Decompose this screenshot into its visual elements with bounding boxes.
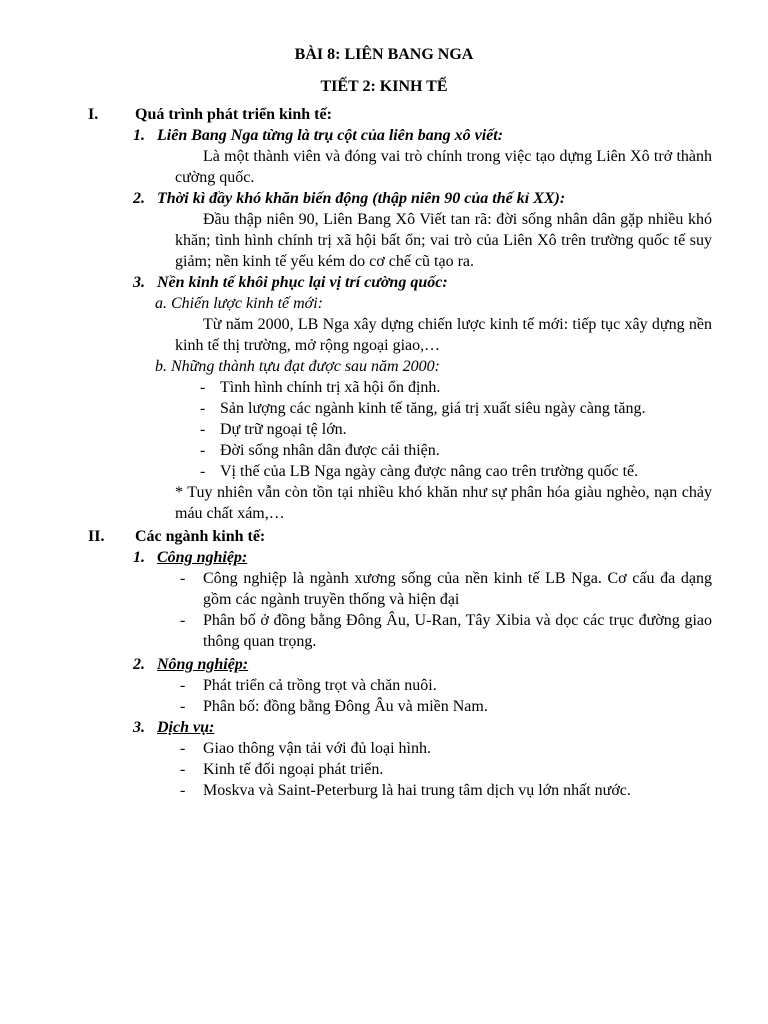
list-item <box>0 610 768 652</box>
bullet-dash: - <box>180 782 186 799</box>
subheading-a-text: a. Chiến lược kinh tế mới: <box>155 295 323 312</box>
list-item <box>0 419 768 440</box>
item-1-1-title: Liên Bang Nga từng là trụ cột của liên bang xô viết: <box>157 127 504 144</box>
list-item-text: Kinh tế đối ngoại phát triển. <box>203 761 384 778</box>
item-2-1-number: 1. <box>133 549 145 566</box>
list-item-text: Vị thế của LB Nga ngày càng được nâng cao trên trường quốc tế. <box>220 463 639 480</box>
bullet-dash: - <box>200 463 206 480</box>
list-item-text: Sản lượng các ngành kinh tế tăng, giá trị xuất siêu ngày càng tăng. <box>220 400 646 417</box>
item-1-2-heading <box>0 188 768 209</box>
section-2-number: II. <box>88 528 105 545</box>
list-item-text: Dự trữ ngoại tệ lớn. <box>220 421 347 438</box>
list-item <box>0 461 768 482</box>
lesson-title: BÀI 8: LIÊN BANG NGA <box>294 46 474 63</box>
section-1-heading <box>0 104 768 125</box>
list-item-text: Phát triển cả trồng trọt và chăn nuôi. <box>203 677 437 694</box>
bullet-dash: - <box>180 570 186 587</box>
list-item <box>0 398 768 419</box>
subheading-a <box>0 293 768 314</box>
item-1-3-heading <box>0 272 768 293</box>
item-2-3-title: Dịch vụ: <box>157 719 215 736</box>
bullet-dash: - <box>180 677 186 694</box>
subheading-b-text: b. Những thành tựu đạt được sau năm 2000: <box>155 358 440 375</box>
item-2-3-heading <box>0 717 768 738</box>
section-2-title: Các ngành kinh tế: <box>135 528 266 545</box>
bullet-dash: - <box>180 761 186 778</box>
note-paragraph: * Tuy nhiên vẫn còn tồn tại nhiều khó khăn như sự phân hóa giàu nghèo, nạn chảy máu chất xám,… <box>175 484 712 522</box>
item-1-2-title: Thời kì đầy khó khăn biến động (thập niên 90 của thế kỉ XX): <box>157 190 566 207</box>
subheading-a-paragraph: Từ năm 2000, LB Nga xây dựng chiến lược kinh tế mới: tiếp tục xây dựng nền kinh tế thị trường, mở rộng ngoại giao,… <box>175 316 712 354</box>
item-1-2-number: 2. <box>133 190 145 207</box>
bullet-dash: - <box>180 740 186 757</box>
bullet-dash: - <box>180 698 186 715</box>
section-2-heading <box>0 526 768 547</box>
bullet-dash: - <box>200 400 206 417</box>
list-item-text: Tình hình chính trị xã hội ổn định. <box>220 379 441 396</box>
list-item-text: Đời sống nhân dân được cải thiện. <box>220 442 440 459</box>
item-1-2-paragraph: Đầu thập niên 90, Liên Bang Xô Viết tan rã: đời sống nhân dân gặp nhiều khó khăn; tình hình chính trị xã hội bất ổn; vai trò của Liên Xô trên trường quốc tế suy giảm; nền kinh tế yếu kém do cơ chế cũ tạo ra. <box>175 211 712 270</box>
list-item-text: Phân bố ở đồng bằng Đông Âu, U-Ran, Tây Xibia và dọc các trục đường giao thông quan trọng. <box>203 612 712 650</box>
item-1-3-title: Nền kinh tế khôi phục lại vị trí cường quốc: <box>157 274 448 291</box>
item-2-2-number: 2. <box>133 656 145 673</box>
list-item <box>0 675 768 696</box>
subheading-b <box>0 356 768 377</box>
section-1-number: I. <box>88 106 99 123</box>
list-item <box>0 780 768 801</box>
item-2-1-title: Công nghiệp: <box>157 549 248 566</box>
list-item <box>0 759 768 780</box>
item-2-1-heading <box>0 547 768 568</box>
list-item-text: Moskva và Saint-Peterburg là hai trung tâm dịch vụ lớn nhất nước. <box>203 782 631 799</box>
bullet-dash: - <box>180 612 186 629</box>
list-item <box>0 738 768 759</box>
list-item <box>0 440 768 461</box>
item-2-3-number: 3. <box>133 719 145 736</box>
list-item-text: Công nghiệp là ngành xương sống của nền kinh tế LB Nga. Cơ cấu đa dạng gồm các ngành truyền thống và hiện đại <box>203 570 712 608</box>
item-1-1-heading <box>0 125 768 146</box>
item-1-3-number: 3. <box>133 274 145 291</box>
list-item <box>0 568 768 610</box>
item-2-2-heading <box>0 654 768 675</box>
item-1-1-paragraph: Là một thành viên và đóng vai trò chính trong việc tạo dựng Liên Xô trở thành cường quốc. <box>175 148 712 186</box>
item-1-1-number: 1. <box>133 127 145 144</box>
bullet-dash: - <box>200 421 206 438</box>
bullet-dash: - <box>200 379 206 396</box>
list-item-text: Giao thông vận tải với đủ loại hình. <box>203 740 431 757</box>
lesson-subtitle: TIẾT 2: KINH TẾ <box>320 78 448 95</box>
list-item-text: Phân bố: đồng bằng Đông Âu và miền Nam. <box>203 698 488 715</box>
section-1-title: Quá trình phát triển kinh tế: <box>135 106 332 123</box>
list-item <box>0 696 768 717</box>
item-2-2-title: Nông nghiệp: <box>157 656 249 673</box>
bullet-dash: - <box>200 442 206 459</box>
list-item <box>0 377 768 398</box>
